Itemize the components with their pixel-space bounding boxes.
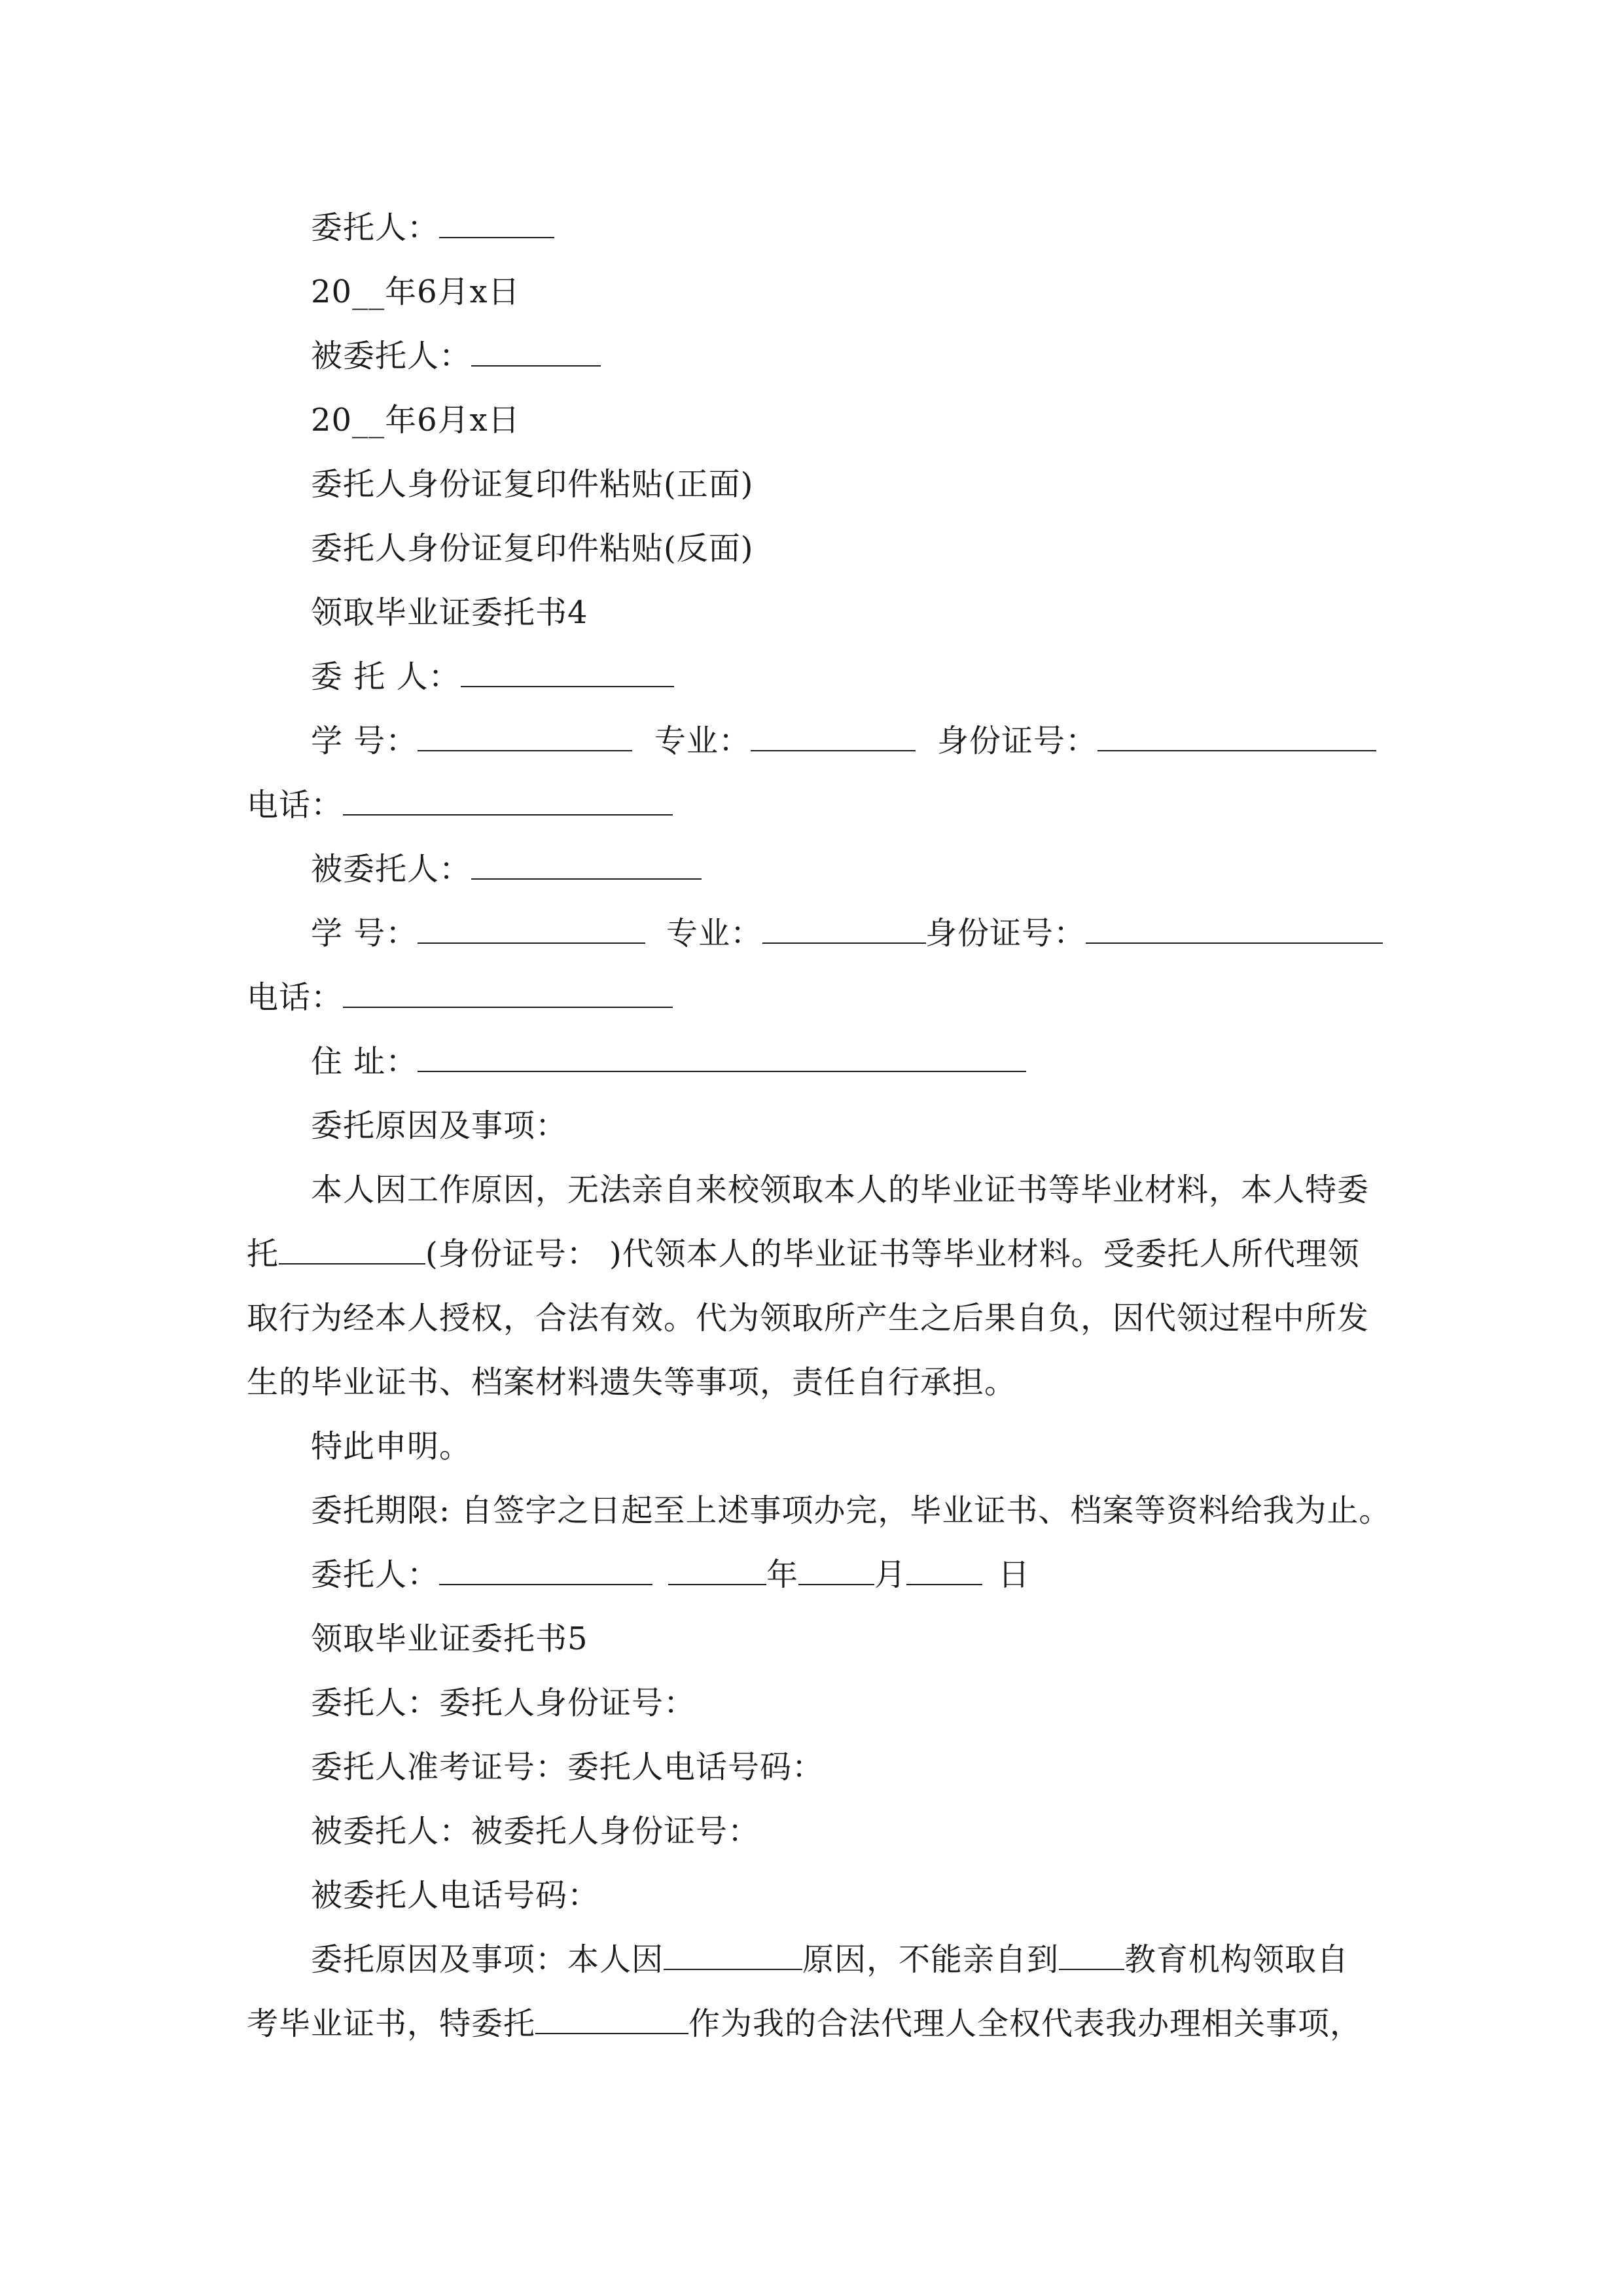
s4-agent-major xyxy=(666,914,926,953)
id-copy-back: 委托人身份证复印件粘贴(反面) xyxy=(311,530,754,567)
para1-agent-blank xyxy=(279,1234,425,1265)
year-label: 年 xyxy=(766,1556,799,1593)
sign-blank xyxy=(439,1555,652,1585)
phone-label: 电话： xyxy=(247,787,344,823)
phone-blank xyxy=(343,785,673,816)
s5-line5 xyxy=(311,1940,1349,1979)
para1-line3: 取行为经本人授权，合法有效。代为领取所产生之后果自负，因代领过程中所发 xyxy=(247,1300,1370,1336)
year-blank xyxy=(668,1555,766,1585)
sign-label: 委托人： xyxy=(311,1556,440,1593)
s4-principal-label: 委 托 人： xyxy=(311,658,461,695)
reason-heading: 委托原因及事项： xyxy=(311,1107,568,1144)
id-card-blank-2 xyxy=(1086,914,1383,944)
student-id-blank-2 xyxy=(418,914,645,944)
s4-address xyxy=(311,1042,1026,1081)
date-line-2: 20__年6月x日 xyxy=(311,402,520,439)
s4-agent-label: 被委托人： xyxy=(311,851,472,888)
s5-line2: 委托人准考证号：委托人电话号码： xyxy=(311,1749,825,1785)
id-card-label: 身份证号： xyxy=(937,723,1098,759)
id-card-blank xyxy=(1097,721,1376,751)
s5-line3: 被委托人：被委托人身份证号： xyxy=(311,1813,760,1850)
id-copy-front: 委托人身份证复印件粘贴(正面) xyxy=(311,466,754,503)
major-blank-2 xyxy=(762,914,926,944)
s4-principal-phone xyxy=(247,785,673,825)
period-text: 委托期限: 自签字之日起至上述事项办完，毕业证书、档案等资料给我为止。 xyxy=(311,1492,1391,1529)
para1-line2-start: 托 xyxy=(247,1236,279,1272)
student-id-label: 学 号： xyxy=(311,723,418,759)
principal-line xyxy=(311,208,554,247)
section4-title: 领取毕业证委托书4 xyxy=(311,594,588,631)
s5-line5-b: 原因，不能亲自到 xyxy=(802,1941,1060,1978)
s4-agent-blank xyxy=(471,850,702,880)
para1-line4: 生的毕业证书、档案材料遗失等事项，责任自行承担。 xyxy=(247,1364,1017,1401)
s5-line5-c: 教育机构领取自 xyxy=(1124,1941,1349,1978)
agent-blank xyxy=(471,336,601,367)
student-id-label-2: 学 号： xyxy=(311,915,418,952)
proxy-blank xyxy=(535,2004,688,2034)
address-blank xyxy=(418,1042,1026,1072)
sign-line xyxy=(311,1555,1030,1594)
s4-principal-blank xyxy=(461,657,674,687)
s4-principal-line xyxy=(311,657,674,696)
major-blank xyxy=(751,721,916,751)
month-blank xyxy=(798,1555,874,1585)
s5-line1: 委托人：委托人身份证号： xyxy=(311,1685,696,1721)
s5-line6-b: 作为我的合法代理人全权代表我办理相关事项， xyxy=(688,2005,1363,2042)
major-label: 专业： xyxy=(654,723,751,759)
agent-label: 被委托人： xyxy=(311,338,472,374)
section5-title: 领取毕业证委托书5 xyxy=(311,1621,588,1657)
principal-blank xyxy=(439,208,554,238)
para1-line2 xyxy=(247,1234,1360,1274)
s5-line5-a: 委托原因及事项：本人因 xyxy=(311,1941,664,1978)
date-line-1: 20__年6月x日 xyxy=(311,274,520,310)
s4-agent-phone xyxy=(247,978,673,1017)
major-label-2: 专业： xyxy=(666,915,763,952)
phone-blank-2 xyxy=(343,978,673,1008)
agent-line xyxy=(311,336,601,376)
declare-text: 特此申明。 xyxy=(311,1428,472,1465)
month-label: 月 xyxy=(874,1556,907,1593)
student-id-blank xyxy=(418,721,632,751)
institution-blank xyxy=(1059,1940,1124,1970)
s4-principal-major xyxy=(654,721,916,761)
day-blank xyxy=(906,1555,982,1585)
day-label: 日 xyxy=(998,1556,1031,1593)
s5-line4: 被委托人电话号码： xyxy=(311,1877,600,1914)
para1-line1: 本人因工作原因，无法亲自来校领取本人的毕业证书等毕业材料，本人特委 xyxy=(311,1172,1370,1208)
phone-label-2: 电话： xyxy=(247,979,344,1016)
reason-blank xyxy=(664,1940,802,1970)
s4-agent-id xyxy=(925,914,1383,953)
s4-principal-student-id xyxy=(311,721,632,761)
s4-principal-id xyxy=(937,721,1376,761)
para1-line2-rest: (身份证号： )代领本人的毕业证书等毕业材料。受委托人所代理领 xyxy=(425,1236,1360,1272)
s5-line6-a: 考毕业证书，特委托 xyxy=(247,2005,536,2042)
s5-line6 xyxy=(247,2004,1362,2043)
address-label: 住 址： xyxy=(311,1043,418,1080)
s4-agent-student-id xyxy=(311,914,645,953)
s4-agent-line xyxy=(311,850,702,889)
id-card-label-2: 身份证号： xyxy=(925,915,1086,952)
principal-label: 委托人： xyxy=(311,209,440,246)
